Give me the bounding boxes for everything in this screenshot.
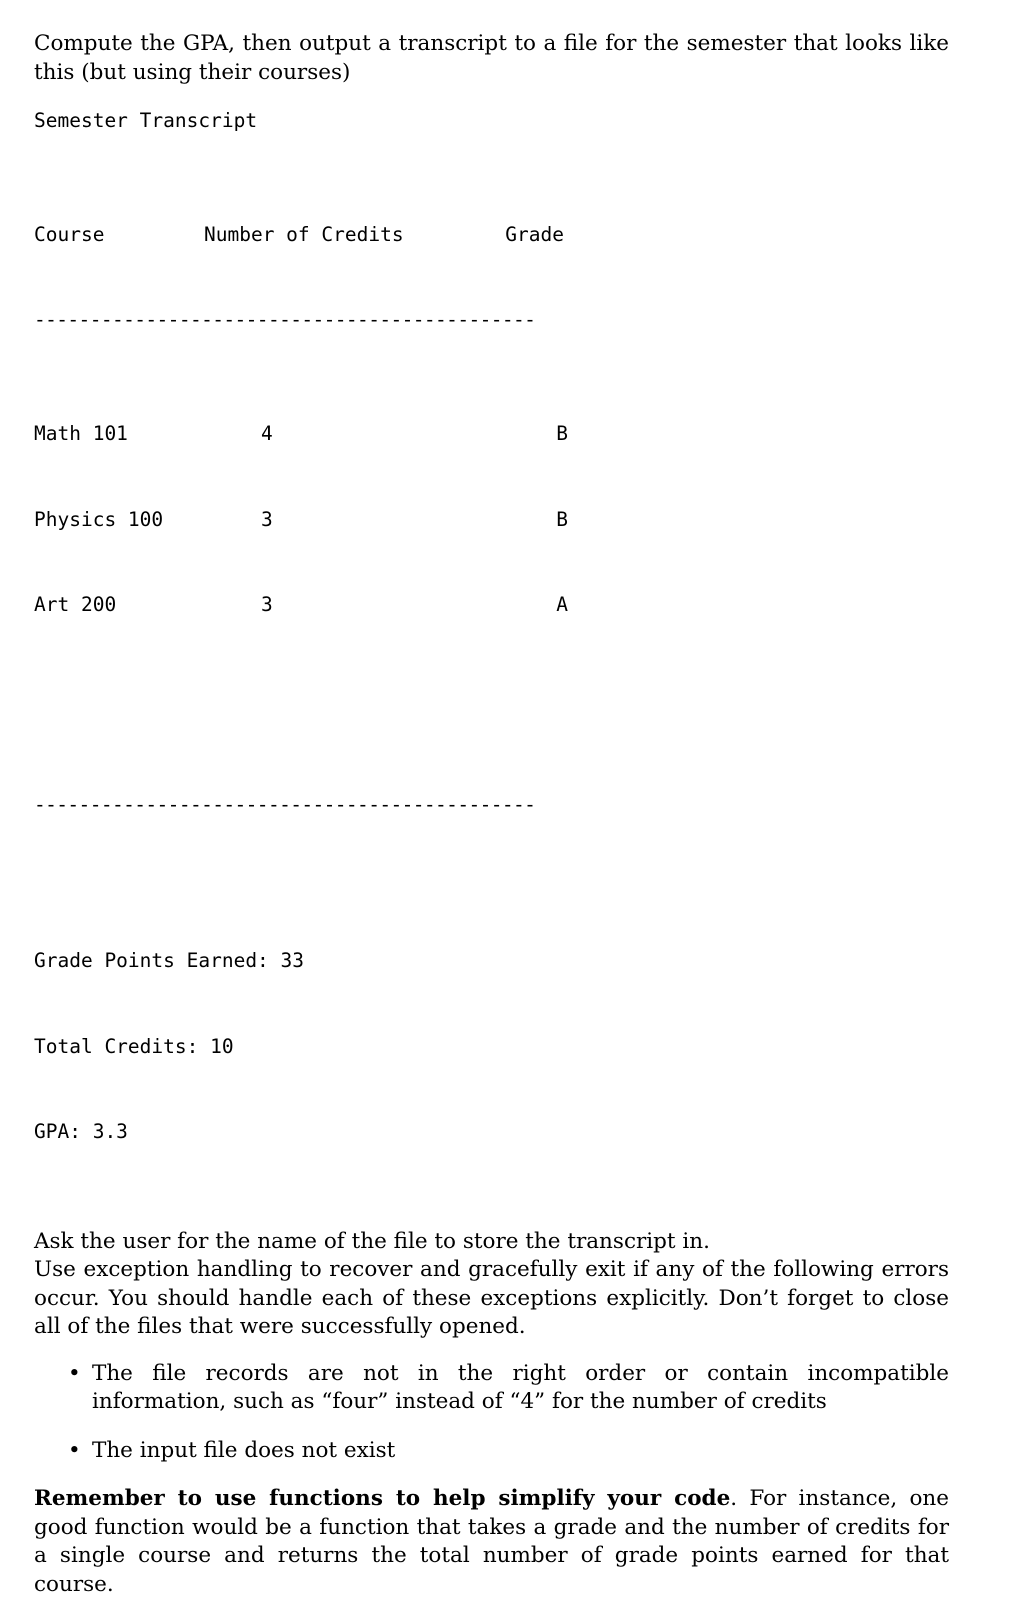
list-item: [34, 1360, 949, 1417]
transcript-summary: [34, 890, 949, 1204]
row-grade: A: [556, 593, 568, 616]
grade-points-earned: Grade Points Earned: 33: [34, 949, 305, 972]
instruction-exceptions: Use exception handling to recover and gracefully exit if any of the following errors occur. You should handle each of these exceptions explicitly. Don’t forget to close all of the files that were successfully opened.: [34, 1257, 949, 1339]
transcript-title: Semester Transcript: [34, 109, 258, 132]
row-credits: 3: [260, 593, 273, 616]
header-course: Course: [34, 222, 105, 246]
header-grade: Grade: [505, 222, 564, 246]
bullet-glyph: •: [68, 1360, 81, 1386]
table-row: [34, 506, 594, 535]
transcript-table: [34, 164, 594, 877]
row-course: Art 200: [34, 593, 117, 616]
row-grade: B: [556, 422, 568, 445]
remember-bold-text: Remember to use functions to help simplify your code: [34, 1486, 731, 1511]
transcript-header-row: [34, 221, 594, 250]
instruction-filename: Ask the user for the name of the file to store the transcript in.: [34, 1228, 710, 1254]
row-course: Physics 100: [34, 507, 164, 531]
bullet-glyph: •: [68, 1437, 81, 1463]
list-item: [34, 1437, 949, 1466]
separator-bottom: ---------------------------------------------: [34, 792, 536, 816]
row-credits: 3: [260, 507, 273, 531]
total-credits: Total Credits: 10: [34, 1034, 234, 1058]
blank-row: [34, 705, 594, 734]
header-credits: Number of Credits: [204, 222, 404, 246]
error-list: [34, 1360, 949, 1466]
table-row: [34, 420, 594, 449]
row-credits: 4: [260, 422, 273, 445]
intro-paragraph: Compute the GPA, then output a transcript to a file for the semester that looks like this (but using their courses): [34, 31, 949, 85]
separator-top: ---------------------------------------------: [34, 308, 536, 331]
list-item-text: The file records are not in the right order or contain incompatible information, such as “four” instead of “4” for the number of credits: [92, 1360, 949, 1414]
table-row: [34, 591, 594, 620]
remember-rest-text: . For instance, one good function would be a function that takes a grade and the number of credits for a single course and returns the total number of grade points earned for that course.: [34, 1486, 949, 1597]
document-page: [34, 30, 949, 1621]
remember-paragraph: [34, 1485, 949, 1599]
gpa-value: GPA: 3.3: [34, 1120, 128, 1143]
instructions-paragraph: [34, 1228, 949, 1342]
list-item-text: The input file does not exist: [92, 1437, 396, 1463]
row-course: Math 101: [34, 422, 128, 445]
row-grade: B: [556, 507, 568, 531]
